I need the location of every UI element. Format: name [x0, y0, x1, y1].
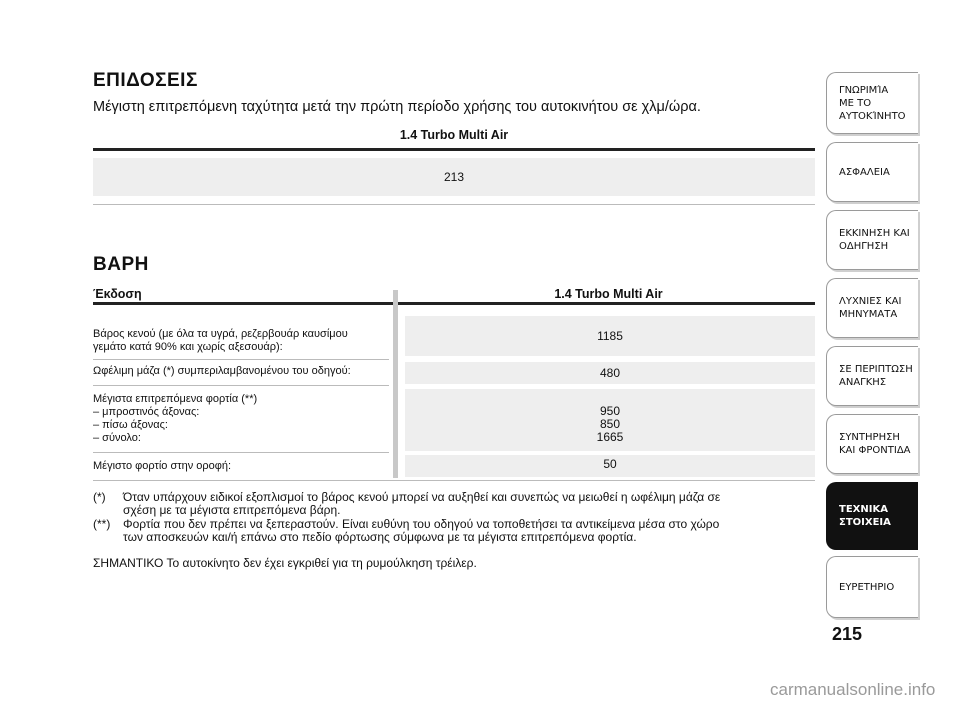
weights-col-engine: 1.4 Turbo Multi Air — [554, 287, 663, 301]
weights-row-payload-value: 480 — [599, 366, 621, 380]
weights-row-empty-value: 1185 — [597, 329, 623, 343]
weights-row-roof-label: Μέγιστο φορτίο στην οροφή: — [93, 460, 232, 472]
tab-getting-to-know[interactable]: ΓΝΩΡΙΜΊΑ ΜΕ ΤΟ ΑΥΤΟΚΊΝΗΤΟ — [826, 72, 918, 134]
performance-header-rule — [93, 148, 815, 151]
weights-row-rule — [93, 385, 389, 386]
weights-row-maxloads-values: 950 850 1665 — [596, 404, 624, 444]
performance-max-speed: 213 — [443, 170, 465, 184]
tab-warning-lights[interactable]: ΛΥΧΝΙΕΣ ΚΑΙ ΜΗΝΥΜΑΤΑ — [826, 278, 918, 338]
note-1-text: Όταν υπάρχουν ειδικοί εξοπλισμοί το βάρος κενού μπορεί να αυξηθεί και συνεπώς να μειωθεί η ωφέλιμη μάζα σε σχέση με τα μέγιστα επιτρεπόμενα βάρη. — [123, 490, 721, 517]
tab-emergency[interactable]: ΣΕ ΠΕΡΙΠΤΩΣΗ ΑΝΑΓΚΗΣ — [826, 346, 918, 406]
weights-row-empty-label: Βάρος κενού (με όλα τα υγρά, ρεζερβουάρ καυσίμου γεμάτο κατά 90% και χωρίς αξεσουάρ): — [93, 328, 348, 353]
tab-maintenance[interactable]: ΣΥΝΤΗΡΗΣΗ ΚΑΙ ΦΡΟΝΤΙΔΑ — [826, 414, 918, 474]
weights-row-payload-label: Ωφέλιμη μάζα (*) συμπεριλαμβανομένου του οδηγού: — [93, 365, 351, 377]
weights-row-rule — [93, 452, 389, 453]
performance-column-header: 1.4 Turbo Multi Air — [399, 128, 509, 142]
performance-title: ΕΠΙΔΟΣΕΙΣ — [93, 70, 198, 91]
weights-title: ΒΑΡΗ — [93, 254, 149, 275]
weights-header-rule — [93, 302, 815, 305]
performance-bottom-rule — [93, 204, 815, 205]
weights-col-version: Έκδοση — [93, 287, 142, 301]
weights-column-divider — [393, 290, 398, 478]
tab-starting-driving[interactable]: ΕΚΚΙΝΗΣΗ ΚΑΙ ΟΔΗΓΗΣΗ — [826, 210, 918, 270]
watermark: carmanualsonline.info — [770, 680, 936, 699]
note-1-mark: (*) — [93, 490, 106, 504]
tab-index[interactable]: ΕΥΡΕΤΗΡΙΟ — [826, 556, 918, 618]
weights-bottom-rule — [93, 480, 815, 481]
important-note: ΣΗΜΑΝΤΙΚΟ Το αυτοκίνητο δεν έχει εγκριθεί για τη ρυμούλκηση τρέιλερ. — [93, 556, 477, 570]
weights-row-maxloads-label: Μέγιστα επιτρεπόμενα φορτία (**) – μπροστινός άξονας: – πίσω άξονας: – σύνολο: — [93, 393, 258, 444]
page-number: 215 — [832, 624, 863, 644]
performance-lead: Μέγιστη επιτρεπόμενη ταχύτητα μετά την πρώτη περίοδο χρήσης του αυτοκινήτου σε χλμ/ώρα. — [93, 99, 701, 115]
note-2-text: Φορτία που δεν πρέπει να ξεπεραστούν. Είναι ευθύνη του οδηγού να τοποθετήσει τα αντικείμενα μέσα στο χώρο των αποσκευών και/ή επάνω στο πεδίο φόρτωσης σύμφωνα με τα μέγιστα επιτρεπόμενα φορτία. — [123, 517, 720, 544]
weights-row-roof-value: 50 — [603, 457, 617, 471]
weights-row-rule — [93, 359, 389, 360]
note-2-mark: (**) — [93, 517, 111, 531]
tab-technical-data[interactable]: ΤΕΧΝΙΚΑ ΣΤΟΙΧΕΙΑ — [826, 482, 918, 550]
tab-safety[interactable]: ΑΣΦΑΛΕΙΑ — [826, 142, 918, 202]
